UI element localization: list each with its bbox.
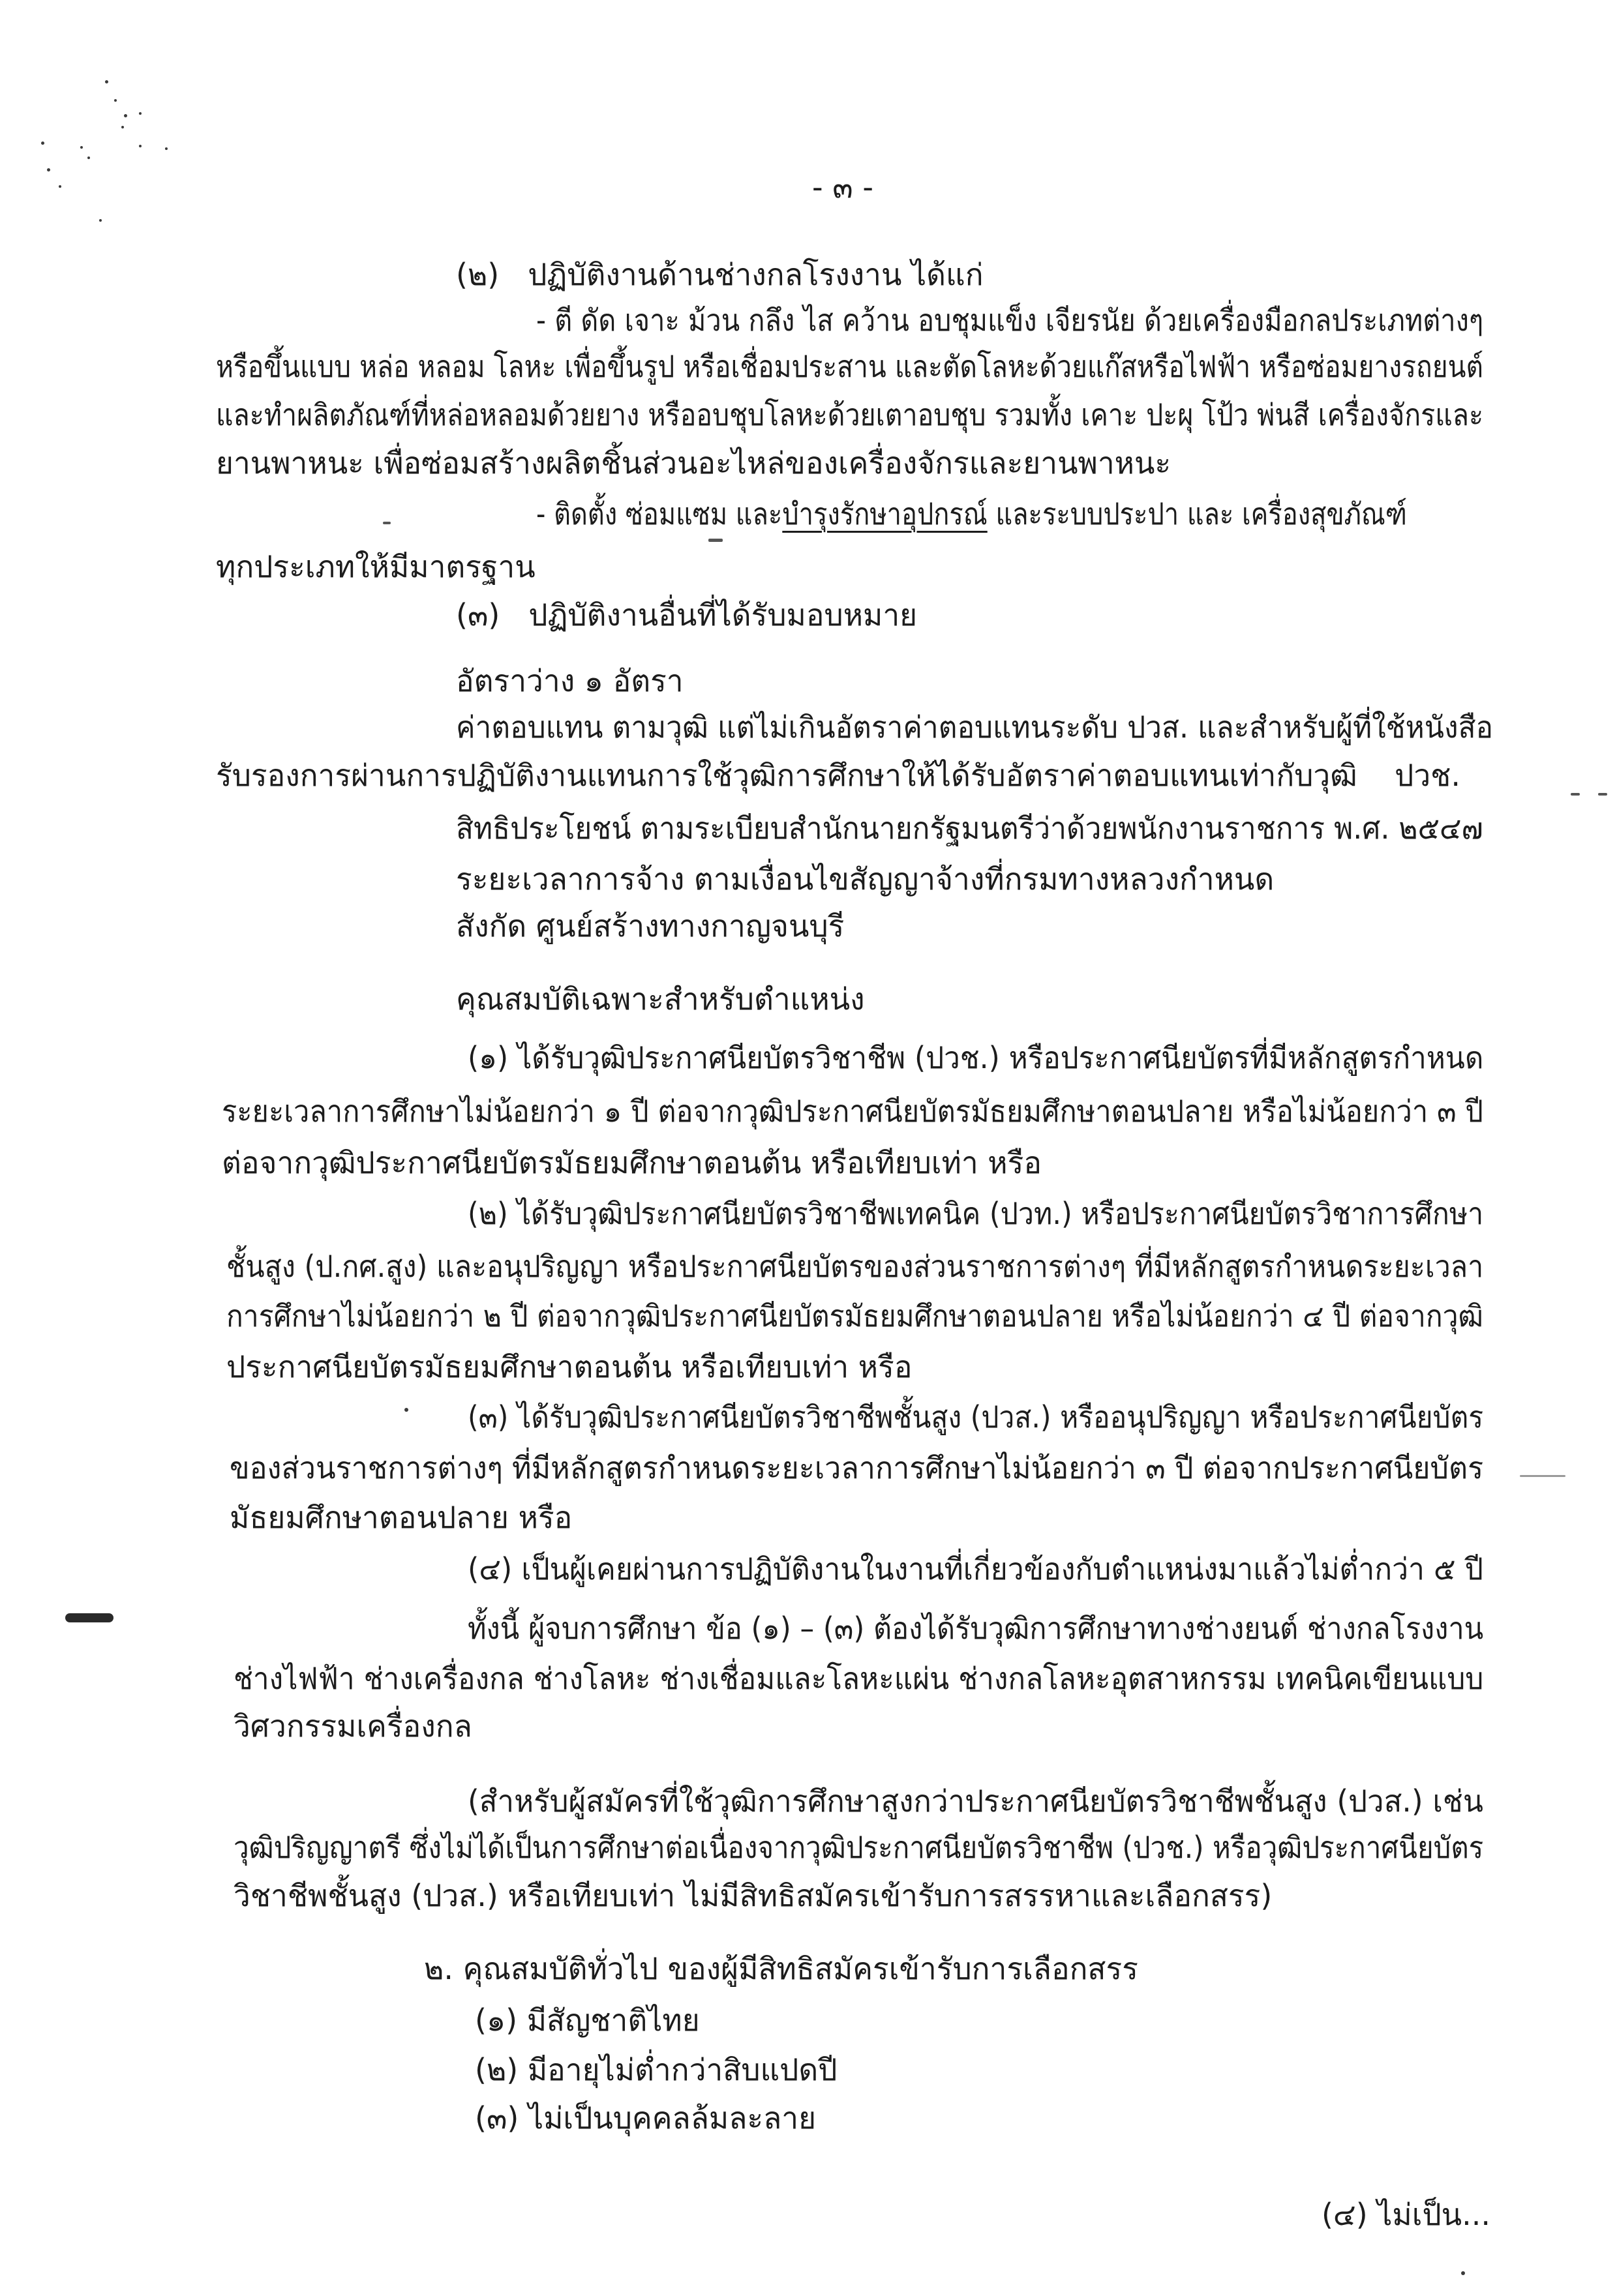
general-qualification-1: (๑) มีสัญชาติไทย [475, 2003, 700, 2038]
qualification-2-line-3: การศึกษาไม่น้อยกว่า ๒ ปี ต่อจากวุฒิประกาศนียบัตรมัธยมศึกษาตอนปลาย หรือไม่น้อยกว่า ๔ ปี ต่อจากวุฒิ [226, 1298, 1484, 1334]
duty-3-heading [456, 594, 1483, 636]
scan-speck [404, 1408, 408, 1412]
scan-mark [708, 539, 723, 542]
qualification-1-line-3: ต่อจากวุฒิประกาศนียบัตรมัธยมศึกษาตอนต้น หรือเทียบเท่า หรือ [222, 1145, 1042, 1180]
page-number: - ๓ - [812, 170, 873, 205]
exclusion-note-line-3: วิชาชีพชั้นสูง (ปวส.) หรือเทียบเท่า ไม่มีสิทธิสมัครเข้ารับการสรรหาและเลือกสรร) [234, 1878, 1273, 1913]
qualification-2-line-4: ประกาศนียบัตรมัธยมศึกษาตอนต้น หรือเทียบเท่า หรือ [226, 1349, 913, 1384]
qualification-note-line-2: ช่างไฟฟ้า ช่างเครื่องกล ช่างโลหะ ช่างเชื่อมและโลหะแผ่น ช่างกลโลหะอุตสาหกรรม เทคนิคเขียนแบบ [234, 1661, 1484, 1696]
scan-speck [80, 146, 83, 149]
affiliation-text: สังกัด ศูนย์สร้างทางกาญจนบุรี [456, 908, 845, 944]
scan-speck [121, 126, 124, 128]
scan-speck [105, 80, 108, 83]
duty-2-task-2-line-1 [536, 493, 1407, 535]
duty-2-task-1-line-1: - ตี ดัด เจาะ ม้วน กลึง ไส คว้าน อบชุมแข็ง เจียรนัย ด้วยเครื่องมือกลประเภทต่างๆ [536, 303, 1484, 338]
benefits-text: สิทธิประโยชน์ ตามระเบียบสำนักนายกรัฐมนตรีว่าด้วยพนักงานราชการ พ.ศ. ๒๕๔๗ [456, 811, 1483, 846]
duty-2-task-2-text-end: และระบบประปา และ เครื่องสุขภัณฑ์ [987, 496, 1407, 531]
specific-qualifications-heading: คุณสมบัติเฉพาะสำหรับตำแหน่ง [456, 981, 865, 1017]
duty-3-label: (๓) [456, 597, 500, 633]
duty-2-task-1-line-3: และทำผลิตภัณฑ์ที่หล่อหลอมด้วยยาง หรืออบชุบโลหะด้วยเตาอบชุบ รวมทั้ง เคาะ ปะผุ โป้ว พ่นสี เครื่องจักรและ [216, 397, 1484, 432]
qualification-4-line-1: (๔) เป็นผู้เคยผ่านการปฏิบัติงานในงานที่เกี่ยวข้องกับตำแหน่งมาแล้วไม่ต่ำกว่า ๕ ปี [468, 1551, 1483, 1587]
general-qualification-2: (๒) มีอายุไม่ต่ำกว่าสิบแปดปี [475, 2052, 838, 2087]
compensation-line-1: ค่าตอบแทน ตามวุฒิ แต่ไม่เกินอัตราค่าตอบแทนระดับ ปวส. และสำหรับผู้ที่ใช้หนังสือ [456, 709, 1494, 745]
vacancy-text: อัตราว่าง ๑ อัตรา [456, 663, 684, 698]
qualification-3-line-2: ของส่วนราชการต่างๆ ที่มีหลักสูตรกำหนดระยะเวลาการศึกษาไม่น้อยกว่า ๓ ปี ต่อจากประกาศนียบัตร [230, 1450, 1484, 1485]
employment-period-text: ระยะเวลาการจ้าง ตามเงื่อนไขสัญญาจ้างที่กรมทางหลวงกำหนด [456, 861, 1275, 897]
scan-speck [47, 168, 50, 171]
duty-2-task-1-line-4: ยานพาหนะ เพื่อซ่อมสร้างผลิตชิ้นส่วนอะไหล่ของเครื่องจักรและยานพาหนะ [216, 445, 1171, 481]
general-qualification-3: (๓) ไม่เป็นบุคคลล้มละลาย [475, 2100, 817, 2136]
scan-speck [41, 142, 44, 145]
exclusion-note-line-1: (สำหรับผู้สมัครที่ใช้วุฒิการศึกษาสูงกว่าประกาศนียบัตรวิชาชีพชั้นสูง (ปวส.) เช่น [468, 1783, 1483, 1819]
exclusion-note-line-2: วุฒิปริญญาตรี ซึ่งไม่ได้เป็นการศึกษาต่อเนื่องจากวุฒิประกาศนียบัตรวิชาชีพ (ปวช.) หรือวุฒิประกาศนียบัตร [234, 1830, 1484, 1865]
qualification-2-line-2: ชั้นสูง (ป.กศ.สูง) และอนุปริญญา หรือประกาศนียบัตรของส่วนราชการต่างๆ ที่มีหลักสูตรกำหนดระยะเวลา [226, 1249, 1484, 1284]
qualification-3-line-1: (๓) ได้รับวุฒิประกาศนียบัตรวิชาชีพชั้นสูง (ปวส.) หรืออนุปริญญา หรือประกาศนียบัตร [468, 1399, 1484, 1435]
duty-2-heading [456, 254, 1483, 295]
duty-2-task-2-underlined-text: บำรุงรักษาอุปกรณ์ [782, 496, 988, 531]
duty-2-label: (๒) [456, 257, 500, 292]
scan-smudge [65, 1613, 113, 1622]
scan-speck [124, 114, 127, 117]
duty-2-title: ปฏิบัติงานด้านช่างกลโรงงาน ได้แก่ [528, 257, 984, 292]
continuation-marker: (๔) ไม่เป็น... [1321, 2197, 1490, 2232]
compensation-line-2: รับรองการผ่านการปฏิบัติงานแทนการใช้วุฒิการศึกษาให้ได้รับอัตราค่าตอบแทนเท่ากับวุฒิ ปวช. [216, 758, 1460, 793]
duty-2-task-1-line-2: หรือขึ้นแบบ หล่อ หลอม โลหะ เพื่อขึ้นรูป หรือเชื่อมประสาน และตัดโลหะด้วยแก๊สหรือไฟฟ้า หรือซ่อมยางรถยนต์ [216, 349, 1483, 384]
scan-mark [1598, 793, 1607, 796]
scan-speck [139, 112, 142, 115]
qualification-2-line-1: (๒) ได้รับวุฒิประกาศนียบัตรวิชาชีพเทคนิค (ปวท.) หรือประกาศนียบัตรวิชาการศึกษา [468, 1196, 1484, 1231]
scan-mark [383, 522, 391, 524]
qualification-1-line-2: ระยะเวลาการศึกษาไม่น้อยกว่า ๑ ปี ต่อจากวุฒิประกาศนียบัตรมัธยมศึกษาตอนปลาย หรือไม่น้อยกว่า ๓ ปี [222, 1094, 1483, 1129]
scan-speck [59, 185, 61, 188]
duty-2-task-2-line-2: ทุกประเภทให้มีมาตรฐาน [216, 549, 536, 584]
qualification-1-line-1: (๑) ได้รับวุฒิประกาศนียบัตรวิชาชีพ (ปวช.) หรือประกาศนียบัตรที่มีหลักสูตรกำหนด [468, 1040, 1484, 1075]
qualification-note-line-1: ทั้งนี้ ผู้จบการศึกษา ข้อ (๑) – (๓) ต้องได้รับวุฒิการศึกษาทางช่างยนต์ ช่างกลโรงงาน [468, 1611, 1484, 1646]
duty-3-title: ปฏิบัติงานอื่นที่ได้รับมอบหมาย [528, 597, 918, 633]
scan-speck [1461, 2271, 1465, 2275]
qualification-note-line-3: วิศวกรรมเครื่องกล [234, 1708, 472, 1744]
general-qualifications-heading: ๒. คุณสมบัติทั่วไป ของผู้มีสิทธิสมัครเข้ารับการเลือกสรร [424, 1951, 1138, 1986]
duty-2-task-2-text-start: - ติดตั้ง ซ่อมแซม และ [536, 496, 783, 531]
scan-speck [114, 99, 117, 102]
scan-speck [87, 157, 90, 159]
scan-mark [1520, 1475, 1565, 1477]
qualification-3-line-3: มัธยมศึกษาตอนปลาย หรือ [230, 1500, 573, 1535]
scan-speck [139, 145, 142, 147]
scan-speck [99, 219, 102, 222]
scan-mark [1571, 793, 1580, 796]
scan-speck [165, 147, 168, 150]
